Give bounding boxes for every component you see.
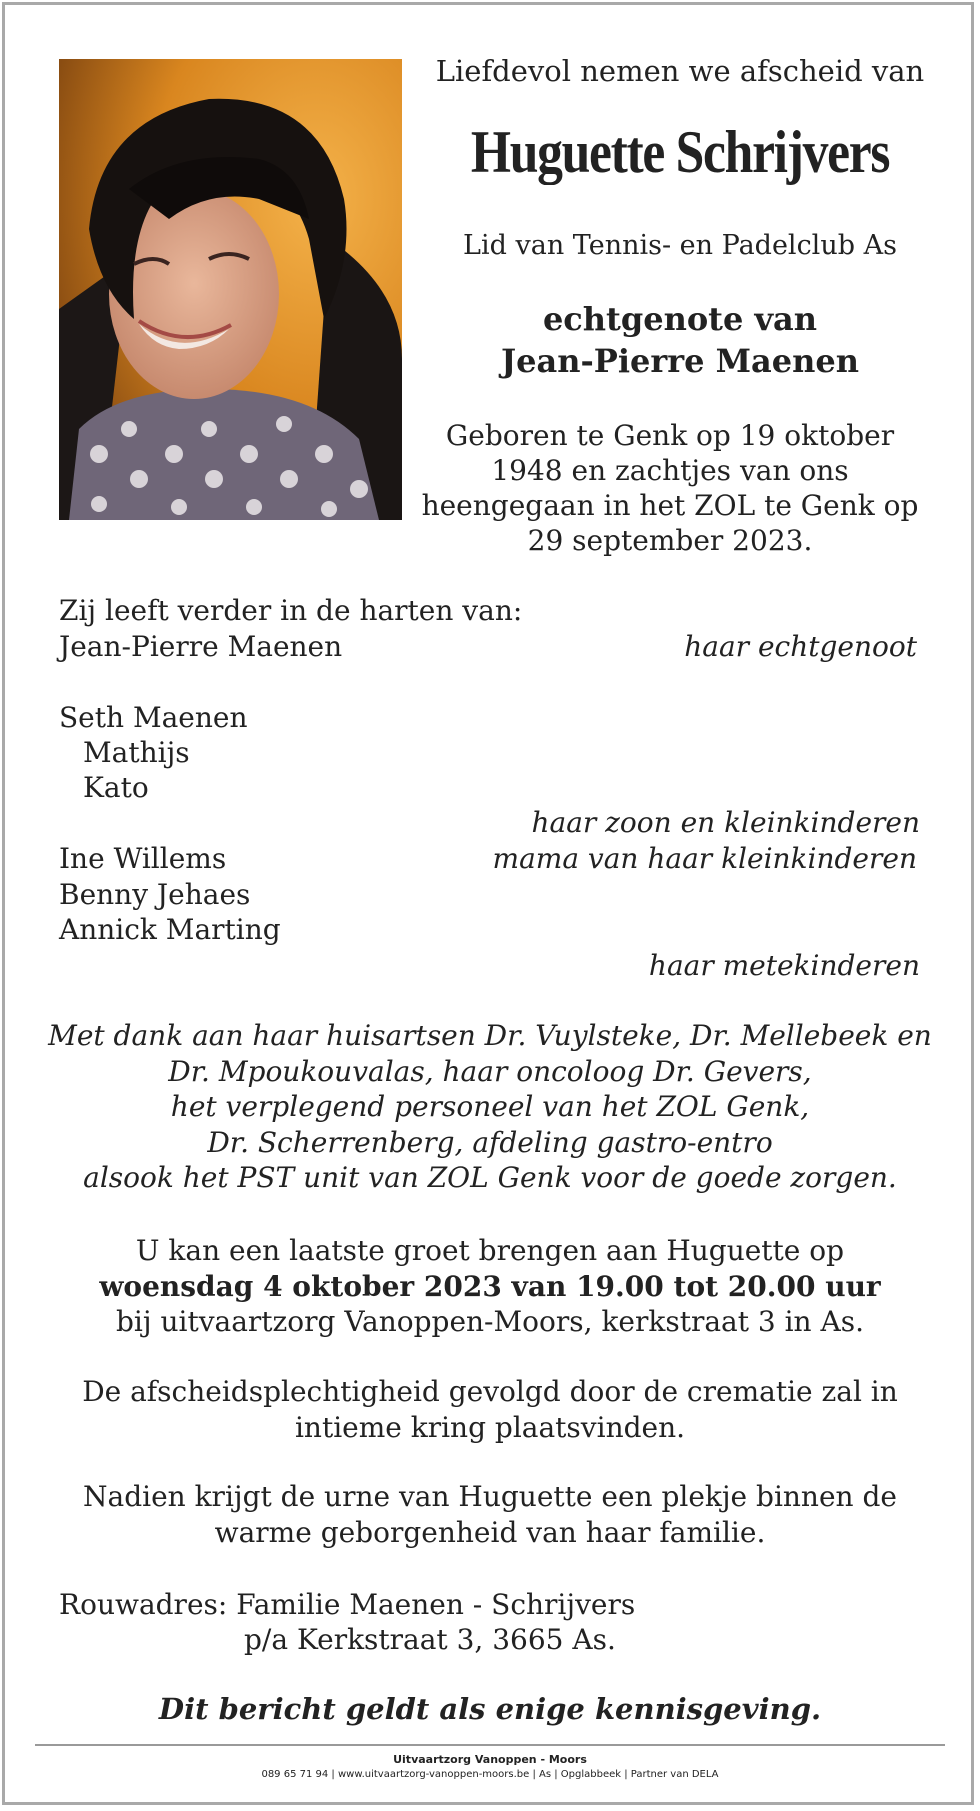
- ceremony-line: intieme kring plaatsvinden.: [294, 1410, 686, 1444]
- closing-statement: Dit bericht geldt als enige kennisgeving.: [158, 1692, 822, 1726]
- thanks-line: het verplegend personeel van het ZOL Genk,: [170, 1090, 810, 1123]
- visitation-datetime: woensdag 4 oktober 2023 van 19.00 tot 20.00 uur: [99, 1269, 881, 1303]
- family-grandchild: Mathijs: [83, 736, 190, 769]
- thanks-line: Met dank aan haar huisartsen Dr. Vuylsteke, Dr. Mellebeek en: [48, 1019, 932, 1052]
- intro-text: Liefdevol nemen we afscheid van: [435, 54, 925, 88]
- urn-line: warme geborgenheid van haar familie.: [214, 1515, 766, 1549]
- urn-paragraph: [40, 1479, 940, 1550]
- club-membership: Lid van Tennis- en Padelclub As: [463, 230, 897, 261]
- family-mother-relation: mama van haar kleinkinderen: [492, 842, 917, 875]
- footer-divider: [35, 1744, 945, 1746]
- family-heading: Zij leeft verder in de harten van:: [59, 594, 523, 627]
- family-son-relation: haar zoon en kleinkinderen: [531, 806, 920, 839]
- visitation-paragraph: [40, 1233, 940, 1340]
- thanks-line: Dr. Mpoukouvalas, haar oncoloog Dr. Gevers,: [168, 1054, 812, 1088]
- spouse-label: echtgenote van: [542, 300, 818, 338]
- family-godchild: Annick Marting: [59, 913, 281, 946]
- family-grandchild: Kato: [83, 771, 149, 804]
- mourning-address-label: Rouwadres: Familie Maenen - Schrijvers: [59, 1588, 636, 1621]
- ceremony-paragraph: [40, 1374, 940, 1445]
- visitation-line: U kan een laatste groet brengen aan Huguette op: [135, 1234, 845, 1267]
- footer-details: 089 65 71 94 | www.uitvaartzorg-vanoppen-moors.be | As | Opglabbeek | Partner van DELA: [261, 1769, 719, 1780]
- deceased-name: Huguette Schrijvers: [470, 119, 890, 185]
- ceremony-line: De afscheidsplechtigheid gevolgd door de crematie zal in: [82, 1375, 898, 1408]
- thanks-line: alsook het PST unit van ZOL Genk voor de goede zorgen.: [83, 1161, 897, 1194]
- family-son: Seth Maenen: [59, 701, 248, 734]
- thanks-line: Dr. Scherrenberg, afdeling gastro-entro: [207, 1125, 773, 1159]
- portrait-photo: [59, 59, 402, 520]
- mourning-address: p/a Kerkstraat 3, 3665 As.: [244, 1623, 616, 1656]
- family-godchildren-relation: haar metekinderen: [648, 949, 920, 982]
- family-godchild: Benny Jehaes: [59, 878, 251, 911]
- family-spouse-relation: haar echtgenoot: [684, 630, 917, 663]
- family-spouse: Jean-Pierre Maenen: [59, 630, 343, 663]
- footer-company: Uitvaartzorg Vanoppen - Moors: [393, 1753, 587, 1766]
- birth-death-text: Geboren te Genk op 19 oktober 1948 en zachtjes van ons heengegaan in het ZOL te Genk op 29 september 2023.: [421, 419, 919, 557]
- urn-line: Nadien krijgt de urne van Huguette een plekje binnen de: [83, 1480, 897, 1513]
- thanks-paragraph: [40, 1018, 940, 1196]
- family-mother: Ine Willems: [59, 842, 227, 875]
- visitation-location: bij uitvaartzorg Vanoppen-Moors, kerkstraat 3 in As.: [116, 1305, 864, 1338]
- spouse-name: Jean-Pierre Maenen: [501, 342, 859, 380]
